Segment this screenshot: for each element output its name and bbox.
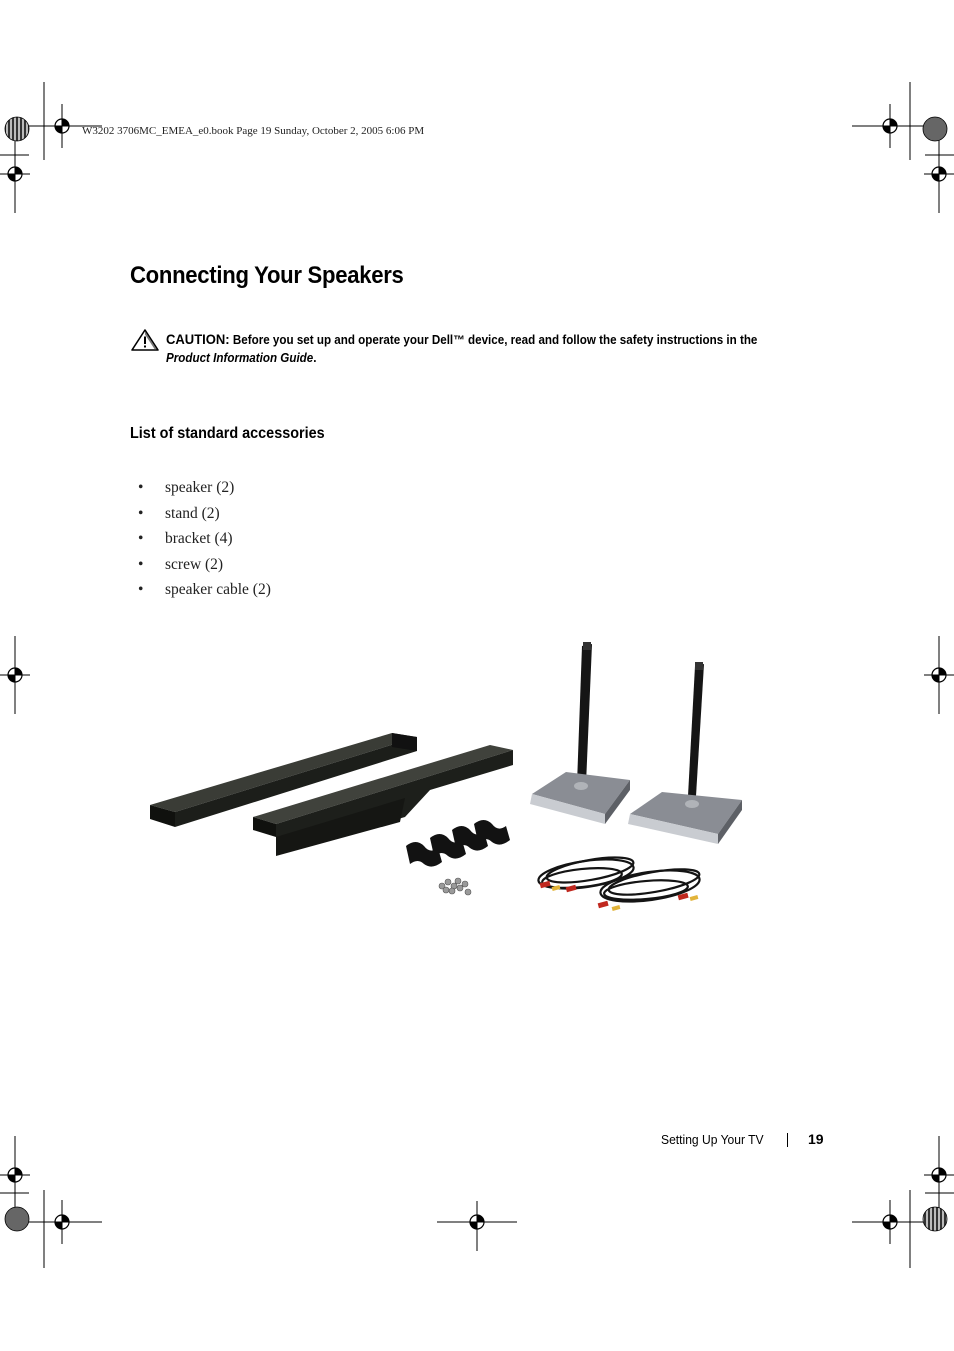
bullet-icon: • xyxy=(138,479,144,496)
page-title: Connecting Your Speakers xyxy=(130,262,404,289)
footer-section-label: Setting Up Your TV xyxy=(661,1132,764,1147)
list-item xyxy=(138,554,271,580)
list-item xyxy=(138,528,271,554)
speaker-stand-illustration xyxy=(628,662,742,844)
caution-document-name: Product Information Guide xyxy=(166,351,314,365)
bullet-icon: • xyxy=(138,504,144,522)
list-item-text: screw (2) xyxy=(165,555,224,573)
page-number: 19 xyxy=(808,1131,824,1147)
speaker-stand-illustration xyxy=(530,642,630,824)
accessories-photo xyxy=(130,624,762,936)
bracket-illustration xyxy=(406,820,510,867)
bullet-icon: • xyxy=(138,581,144,599)
caution-body: Before you set up and operate your Dell™ device, read and follow the safety instructions in the xyxy=(229,333,758,347)
screw-illustration xyxy=(439,878,471,895)
section-heading: List of standard accessories xyxy=(130,425,325,442)
list-item-text: speaker (2) xyxy=(165,479,235,496)
accessories-list xyxy=(138,477,271,605)
caution-period: . xyxy=(313,351,317,365)
bullet-icon: • xyxy=(138,555,144,573)
list-item-text: stand (2) xyxy=(165,504,220,522)
list-item xyxy=(138,477,271,503)
footer-divider xyxy=(787,1133,788,1147)
warning-triangle-icon xyxy=(130,328,160,352)
print-slug-line: W3202 3706MC_EMEA_e0.book Page 19 Sunday, October 2, 2005 6:06 PM xyxy=(82,125,425,137)
list-item xyxy=(138,579,271,605)
list-item-text: bracket (4) xyxy=(165,530,233,548)
speaker-cable-illustration xyxy=(537,853,702,907)
caution-text xyxy=(166,330,761,367)
caution-label: CAUTION: xyxy=(166,331,230,347)
list-item xyxy=(138,503,271,529)
bullet-icon: • xyxy=(138,530,144,548)
list-item-text: speaker cable (2) xyxy=(165,581,271,599)
